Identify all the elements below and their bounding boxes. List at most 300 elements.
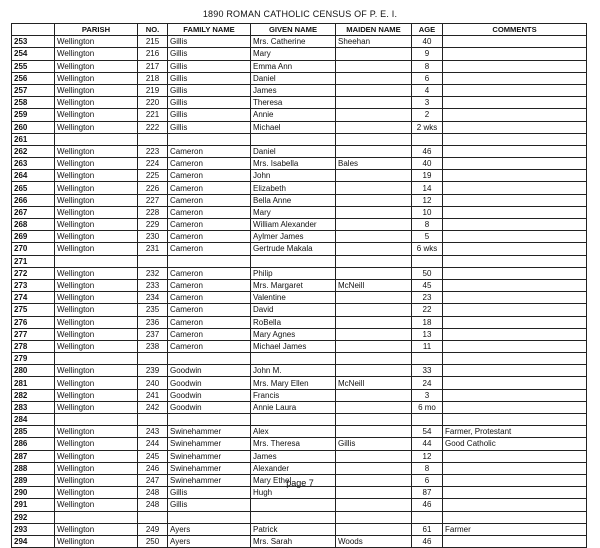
table-row — [12, 353, 587, 365]
comments-cell — [443, 133, 587, 145]
row-number-cell: 291 — [12, 499, 55, 511]
family-name-cell — [168, 353, 251, 365]
family-name-cell: Swinehammer — [168, 462, 251, 474]
comments-cell — [443, 511, 587, 523]
age-cell: 87 — [412, 487, 443, 499]
table-row — [12, 267, 587, 279]
number-cell: 239 — [138, 365, 168, 377]
maiden-name-cell — [336, 523, 412, 535]
parish-cell: Wellington — [55, 328, 138, 340]
family-name-cell — [168, 414, 251, 426]
family-name-cell: Swinehammer — [168, 438, 251, 450]
number-cell: 235 — [138, 304, 168, 316]
comments-cell: Good Catholic — [443, 438, 587, 450]
maiden-name-cell — [336, 255, 412, 267]
given-name-cell: RoBella — [251, 316, 336, 328]
given-name-header: GIVEN NAME — [251, 24, 336, 36]
row-number-cell: 292 — [12, 511, 55, 523]
number-cell: 231 — [138, 243, 168, 255]
family-name-cell: Gillis — [168, 109, 251, 121]
family-name-cell: Swinehammer — [168, 426, 251, 438]
number-cell: 232 — [138, 267, 168, 279]
given-name-cell: Mary — [251, 206, 336, 218]
family-name-cell: Ayers — [168, 523, 251, 535]
given-name-cell: John — [251, 170, 336, 182]
comments-cell: Farmer — [443, 523, 587, 535]
row-number-cell: 282 — [12, 389, 55, 401]
parish-cell: Wellington — [55, 438, 138, 450]
age-cell: 9 — [412, 48, 443, 60]
row-number-cell: 287 — [12, 450, 55, 462]
given-name-cell: Annie — [251, 109, 336, 121]
row-number-cell: 273 — [12, 279, 55, 291]
age-cell — [412, 511, 443, 523]
row-number-cell: 253 — [12, 36, 55, 48]
row-number-cell: 262 — [12, 145, 55, 157]
age-cell: 8 — [412, 219, 443, 231]
age-cell: 3 — [412, 389, 443, 401]
maiden-name-cell — [336, 219, 412, 231]
given-name-cell — [251, 133, 336, 145]
parish-cell: Wellington — [55, 48, 138, 60]
given-name-cell — [251, 414, 336, 426]
row-number-header — [12, 24, 55, 36]
parish-cell: Wellington — [55, 340, 138, 352]
age-cell: 22 — [412, 304, 443, 316]
comments-cell — [443, 194, 587, 206]
family-name-cell: Cameron — [168, 292, 251, 304]
comments-cell — [443, 389, 587, 401]
age-cell: 2 wks — [412, 121, 443, 133]
table-row — [12, 84, 587, 96]
number-cell: 242 — [138, 401, 168, 413]
maiden-name-cell — [336, 267, 412, 279]
family-name-cell: Gillis — [168, 72, 251, 84]
row-number-cell: 259 — [12, 109, 55, 121]
row-number-cell: 269 — [12, 231, 55, 243]
number-cell: 225 — [138, 170, 168, 182]
number-cell: 216 — [138, 48, 168, 60]
age-cell: 24 — [412, 377, 443, 389]
given-name-cell: Alexander — [251, 462, 336, 474]
age-cell: 4 — [412, 84, 443, 96]
parish-cell: Wellington — [55, 316, 138, 328]
parish-cell: Wellington — [55, 365, 138, 377]
given-name-cell: Mary Ethel — [251, 474, 336, 486]
maiden-name-cell: McNeill — [336, 377, 412, 389]
family-name-cell: Gillis — [168, 84, 251, 96]
maiden-name-cell — [336, 182, 412, 194]
age-header: AGE — [412, 24, 443, 36]
parish-cell: Wellington — [55, 158, 138, 170]
age-cell: 5 — [412, 231, 443, 243]
row-number-cell: 276 — [12, 316, 55, 328]
comments-cell — [443, 255, 587, 267]
table-row — [12, 414, 587, 426]
given-name-cell: Aylmer James — [251, 231, 336, 243]
table-row — [12, 133, 587, 145]
parish-cell: Wellington — [55, 279, 138, 291]
age-cell: 12 — [412, 450, 443, 462]
table-row — [12, 279, 587, 291]
family-name-cell: Cameron — [168, 328, 251, 340]
given-name-cell — [251, 353, 336, 365]
age-cell — [412, 353, 443, 365]
comments-header: COMMENTS — [443, 24, 587, 36]
given-name-cell: Annie Laura — [251, 401, 336, 413]
age-cell: 50 — [412, 267, 443, 279]
parish-cell: Wellington — [55, 499, 138, 511]
family-name-cell: Gillis — [168, 48, 251, 60]
maiden-name-cell — [336, 328, 412, 340]
parish-header: PARISH — [55, 24, 138, 36]
maiden-name-cell — [336, 353, 412, 365]
table-row — [12, 316, 587, 328]
age-cell — [412, 414, 443, 426]
comments-cell — [443, 72, 587, 84]
given-name-cell: Michael — [251, 121, 336, 133]
family-name-header: FAMILY NAME — [168, 24, 251, 36]
row-number-cell: 294 — [12, 535, 55, 547]
family-name-cell: Cameron — [168, 279, 251, 291]
maiden-name-cell — [336, 48, 412, 60]
age-cell: 46 — [412, 499, 443, 511]
age-cell: 46 — [412, 145, 443, 157]
maiden-name-cell — [336, 304, 412, 316]
table-row — [12, 219, 587, 231]
given-name-cell: Mrs. Sarah — [251, 535, 336, 547]
family-name-cell: Gillis — [168, 487, 251, 499]
parish-cell: Wellington — [55, 97, 138, 109]
row-number-cell: 261 — [12, 133, 55, 145]
family-name-cell: Cameron — [168, 206, 251, 218]
comments-cell — [443, 60, 587, 72]
age-cell: 8 — [412, 60, 443, 72]
age-cell: 45 — [412, 279, 443, 291]
maiden-name-cell — [336, 414, 412, 426]
number-cell — [138, 414, 168, 426]
comments-cell — [443, 48, 587, 60]
age-cell: 6 wks — [412, 243, 443, 255]
row-number-cell: 266 — [12, 194, 55, 206]
row-number-cell: 285 — [12, 426, 55, 438]
table-row — [12, 304, 587, 316]
comments-cell — [443, 499, 587, 511]
maiden-name-cell — [336, 316, 412, 328]
number-cell: 215 — [138, 36, 168, 48]
number-cell: 248 — [138, 487, 168, 499]
maiden-name-cell — [336, 109, 412, 121]
comments-cell — [443, 304, 587, 316]
number-cell: 240 — [138, 377, 168, 389]
family-name-cell: Cameron — [168, 340, 251, 352]
parish-cell: Wellington — [55, 523, 138, 535]
given-name-cell: Daniel — [251, 145, 336, 157]
parish-cell: Wellington — [55, 243, 138, 255]
comments-cell — [443, 243, 587, 255]
comments-cell — [443, 462, 587, 474]
table-row — [12, 158, 587, 170]
number-cell: 220 — [138, 97, 168, 109]
family-name-cell: Swinehammer — [168, 450, 251, 462]
parish-cell: Wellington — [55, 304, 138, 316]
row-number-cell: 265 — [12, 182, 55, 194]
number-cell: 236 — [138, 316, 168, 328]
table-row — [12, 72, 587, 84]
table-row — [12, 109, 587, 121]
comments-cell — [443, 97, 587, 109]
age-cell: 40 — [412, 36, 443, 48]
parish-cell: Wellington — [55, 60, 138, 72]
table-row — [12, 438, 587, 450]
row-number-cell: 275 — [12, 304, 55, 316]
table-row — [12, 328, 587, 340]
given-name-cell — [251, 511, 336, 523]
parish-cell: Wellington — [55, 389, 138, 401]
number-cell: 237 — [138, 328, 168, 340]
given-name-cell: Francis — [251, 389, 336, 401]
parish-cell: Wellington — [55, 72, 138, 84]
number-cell: 227 — [138, 194, 168, 206]
comments-cell — [443, 535, 587, 547]
table-row — [12, 292, 587, 304]
age-cell — [412, 133, 443, 145]
maiden-name-cell — [336, 511, 412, 523]
number-cell: 248 — [138, 499, 168, 511]
table-row — [12, 170, 587, 182]
row-number-cell: 280 — [12, 365, 55, 377]
table-row — [12, 206, 587, 218]
table-row — [12, 145, 587, 157]
family-name-cell: Gillis — [168, 121, 251, 133]
number-cell: 249 — [138, 523, 168, 535]
given-name-cell: Mary — [251, 48, 336, 60]
given-name-cell: Mrs. Catherine — [251, 36, 336, 48]
number-cell: 247 — [138, 474, 168, 486]
given-name-cell: William Alexander — [251, 219, 336, 231]
maiden-name-cell — [336, 450, 412, 462]
number-cell: 246 — [138, 462, 168, 474]
number-cell: 245 — [138, 450, 168, 462]
family-name-cell — [168, 511, 251, 523]
comments-cell — [443, 109, 587, 121]
family-name-cell: Cameron — [168, 145, 251, 157]
table-row — [12, 389, 587, 401]
family-name-cell: Cameron — [168, 243, 251, 255]
age-cell: 46 — [412, 535, 443, 547]
row-number-cell: 274 — [12, 292, 55, 304]
maiden-name-cell: Gillis — [336, 438, 412, 450]
family-name-cell: Cameron — [168, 182, 251, 194]
family-name-cell: Gillis — [168, 60, 251, 72]
maiden-name-cell: McNeill — [336, 279, 412, 291]
number-cell: 222 — [138, 121, 168, 133]
parish-cell: Wellington — [55, 84, 138, 96]
comments-cell — [443, 292, 587, 304]
number-cell: 243 — [138, 426, 168, 438]
row-number-cell: 277 — [12, 328, 55, 340]
given-name-cell: James — [251, 450, 336, 462]
family-name-cell: Goodwin — [168, 377, 251, 389]
parish-cell: Wellington — [55, 194, 138, 206]
table-row — [12, 194, 587, 206]
table-row — [12, 36, 587, 48]
comments-cell — [443, 353, 587, 365]
row-number-cell: 254 — [12, 48, 55, 60]
age-cell: 54 — [412, 426, 443, 438]
table-row — [12, 48, 587, 60]
comments-cell: Farmer, Protestant — [443, 426, 587, 438]
age-cell: 14 — [412, 182, 443, 194]
table-row — [12, 182, 587, 194]
maiden-name-cell — [336, 145, 412, 157]
table-row — [12, 426, 587, 438]
comments-cell — [443, 231, 587, 243]
maiden-name-cell: Woods — [336, 535, 412, 547]
row-number-cell: 272 — [12, 267, 55, 279]
parish-cell: Wellington — [55, 219, 138, 231]
age-cell: 3 — [412, 97, 443, 109]
comments-cell — [443, 328, 587, 340]
given-name-cell: Patrick — [251, 523, 336, 535]
given-name-cell: Mary Agnes — [251, 328, 336, 340]
parish-cell — [55, 255, 138, 267]
page-footer: page 7 — [286, 478, 314, 488]
comments-cell — [443, 340, 587, 352]
given-name-cell: Emma Ann — [251, 60, 336, 72]
maiden-name-cell — [336, 340, 412, 352]
number-cell: 226 — [138, 182, 168, 194]
given-name-cell: Gertrude Makala — [251, 243, 336, 255]
family-name-cell — [168, 133, 251, 145]
family-name-cell: Cameron — [168, 158, 251, 170]
table-row — [12, 231, 587, 243]
table-row — [12, 511, 587, 523]
comments-cell — [443, 450, 587, 462]
number-cell: 218 — [138, 72, 168, 84]
given-name-cell — [251, 255, 336, 267]
maiden-name-cell — [336, 487, 412, 499]
maiden-name-cell — [336, 194, 412, 206]
age-cell: 44 — [412, 438, 443, 450]
row-number-cell: 293 — [12, 523, 55, 535]
parish-cell: Wellington — [55, 401, 138, 413]
given-name-cell: Michael James — [251, 340, 336, 352]
parish-cell: Wellington — [55, 426, 138, 438]
age-cell — [412, 255, 443, 267]
age-cell: 61 — [412, 523, 443, 535]
number-cell: 224 — [138, 158, 168, 170]
comments-cell — [443, 401, 587, 413]
maiden-name-cell — [336, 401, 412, 413]
table-row — [12, 121, 587, 133]
parish-cell: Wellington — [55, 170, 138, 182]
age-cell: 2 — [412, 109, 443, 121]
parish-cell — [55, 414, 138, 426]
number-cell — [138, 255, 168, 267]
age-cell: 6 mo — [412, 401, 443, 413]
age-cell: 8 — [412, 462, 443, 474]
comments-cell — [443, 316, 587, 328]
row-number-cell: 286 — [12, 438, 55, 450]
family-name-cell: Cameron — [168, 304, 251, 316]
number-cell: 228 — [138, 206, 168, 218]
age-cell: 6 — [412, 474, 443, 486]
census-table — [11, 23, 587, 548]
given-name-cell: Mrs. Theresa — [251, 438, 336, 450]
family-name-cell: Cameron — [168, 267, 251, 279]
parish-cell: Wellington — [55, 267, 138, 279]
comments-cell — [443, 36, 587, 48]
family-name-cell: Goodwin — [168, 365, 251, 377]
parish-cell — [55, 133, 138, 145]
given-name-cell: James — [251, 84, 336, 96]
given-name-cell — [251, 499, 336, 511]
age-cell: 10 — [412, 206, 443, 218]
given-name-cell: Valentine — [251, 292, 336, 304]
maiden-name-cell — [336, 60, 412, 72]
table-row — [12, 97, 587, 109]
family-name-cell — [168, 255, 251, 267]
comments-cell — [443, 377, 587, 389]
row-number-cell: 284 — [12, 414, 55, 426]
row-number-cell: 281 — [12, 377, 55, 389]
family-name-cell: Cameron — [168, 194, 251, 206]
maiden-name-cell — [336, 462, 412, 474]
family-name-cell: Goodwin — [168, 401, 251, 413]
number-cell: 219 — [138, 84, 168, 96]
age-cell: 12 — [412, 194, 443, 206]
family-name-cell: Swinehammer — [168, 474, 251, 486]
number-cell: 250 — [138, 535, 168, 547]
maiden-name-header: MAIDEN NAME — [336, 24, 412, 36]
row-number-cell: 268 — [12, 219, 55, 231]
parish-cell — [55, 353, 138, 365]
given-name-cell: Theresa — [251, 97, 336, 109]
row-number-cell: 279 — [12, 353, 55, 365]
given-name-cell: Alex — [251, 426, 336, 438]
table-row — [12, 365, 587, 377]
comments-cell — [443, 219, 587, 231]
comments-cell — [443, 121, 587, 133]
parish-cell: Wellington — [55, 535, 138, 547]
given-name-cell: John M. — [251, 365, 336, 377]
given-name-cell: Daniel — [251, 72, 336, 84]
comments-cell — [443, 84, 587, 96]
table-row — [12, 60, 587, 72]
table-row — [12, 499, 587, 511]
parish-cell: Wellington — [55, 450, 138, 462]
parish-cell: Wellington — [55, 109, 138, 121]
row-number-cell: 267 — [12, 206, 55, 218]
maiden-name-cell — [336, 97, 412, 109]
maiden-name-cell — [336, 133, 412, 145]
maiden-name-cell — [336, 426, 412, 438]
comments-cell — [443, 206, 587, 218]
parish-cell: Wellington — [55, 145, 138, 157]
maiden-name-cell — [336, 121, 412, 133]
parish-cell: Wellington — [55, 231, 138, 243]
parish-cell: Wellington — [55, 182, 138, 194]
row-number-cell: 256 — [12, 72, 55, 84]
number-cell: 241 — [138, 389, 168, 401]
family-name-cell: Cameron — [168, 231, 251, 243]
age-cell: 13 — [412, 328, 443, 340]
number-cell: 230 — [138, 231, 168, 243]
row-number-cell: 290 — [12, 487, 55, 499]
parish-cell: Wellington — [55, 377, 138, 389]
number-cell: 217 — [138, 60, 168, 72]
